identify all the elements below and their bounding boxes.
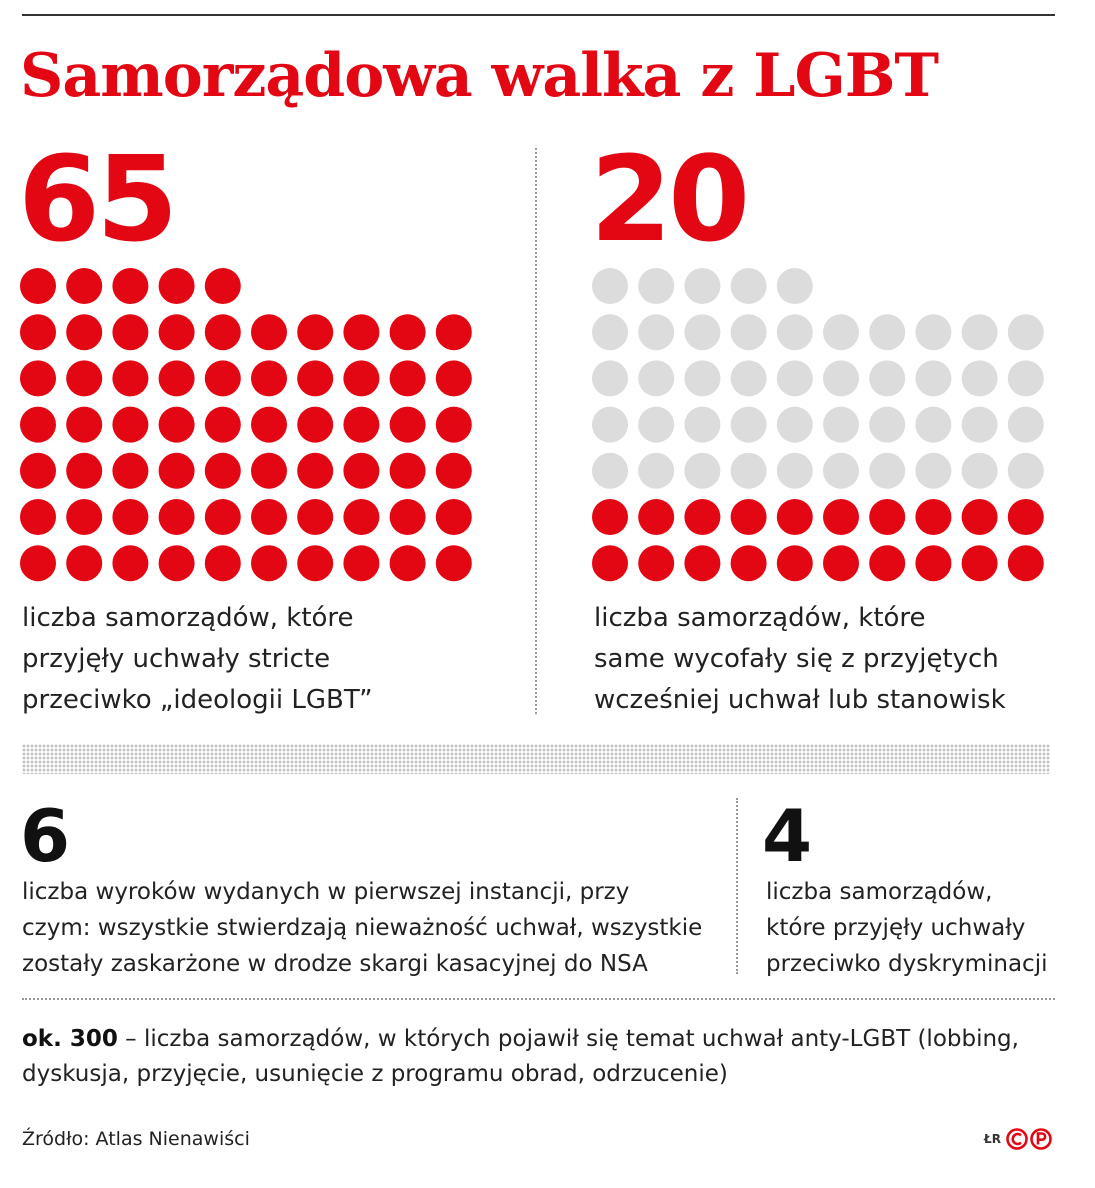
pictogram-dot <box>297 360 333 396</box>
pictogram-dot <box>159 268 195 304</box>
stat-20-value: 20 <box>590 130 747 268</box>
pictogram-dot <box>731 453 767 489</box>
stat-4-description <box>766 874 1047 982</box>
pictogram-dot <box>66 314 102 350</box>
footnote <box>22 1022 1072 1092</box>
pictogram-dot <box>592 453 628 489</box>
stat-4-desc-line-1: liczba samorządów, <box>766 879 993 905</box>
pictogram-dot <box>20 360 56 396</box>
pictogram-dot <box>1008 360 1044 396</box>
stat-6-value: 6 <box>20 794 69 878</box>
pictogram-dot <box>823 453 859 489</box>
pictogram-dot <box>436 453 472 489</box>
pictogram-dot <box>731 360 767 396</box>
pictogram-dot <box>915 453 951 489</box>
stat-65-desc-line-2: przyjęły uchwały stricte <box>22 644 331 674</box>
pictogram-dot <box>684 268 720 304</box>
pictogram-dot <box>390 407 426 443</box>
pictogram-dot <box>390 314 426 350</box>
pictogram-dot <box>436 499 472 535</box>
pictogram-dot <box>390 453 426 489</box>
pictogram-dot <box>251 407 287 443</box>
pictogram-dot <box>205 360 241 396</box>
pictogram-dot <box>684 545 720 581</box>
pictogram-dot <box>66 268 102 304</box>
pictogram-dot <box>638 268 674 304</box>
stat-20-description <box>594 598 1006 721</box>
pictogram-dot <box>297 314 333 350</box>
pictogram-dot <box>731 268 767 304</box>
pictogram-dot <box>66 499 102 535</box>
pictogram-dot <box>112 268 148 304</box>
top-rule <box>22 14 1055 16</box>
pictogram-dot <box>962 407 998 443</box>
pictogram-dot <box>390 360 426 396</box>
pictogram-dot <box>962 453 998 489</box>
stat-4-desc-line-2: które przyjęły uchwały <box>766 915 1026 941</box>
pictogram-dot <box>66 360 102 396</box>
pictogram-dot <box>251 499 287 535</box>
pictogram-dot <box>638 545 674 581</box>
pictogram-dot <box>592 268 628 304</box>
pictogram-dot <box>915 407 951 443</box>
dot-grid-65 <box>18 266 482 590</box>
pictogram-dot <box>205 407 241 443</box>
pictogram-dot <box>1008 499 1044 535</box>
pictogram-dot <box>343 453 379 489</box>
pictogram-dot <box>112 360 148 396</box>
pictogram-dot <box>343 407 379 443</box>
pictogram-dot <box>205 314 241 350</box>
pictogram-dot <box>436 314 472 350</box>
stat-65-desc-line-1: liczba samorządów, które <box>22 603 354 633</box>
pictogram-dot <box>777 453 813 489</box>
pictogram-dot <box>823 314 859 350</box>
pictogram-dot <box>205 499 241 535</box>
pictogram-dot <box>592 499 628 535</box>
stat-6-description <box>22 874 702 982</box>
pictogram-dot <box>436 360 472 396</box>
pictogram-dot <box>112 407 148 443</box>
pictogram-dot <box>869 407 905 443</box>
footnote-bold: ok. 300 <box>22 1026 118 1052</box>
pictogram-dot <box>869 453 905 489</box>
pictogram-dot <box>297 453 333 489</box>
pictogram-dot <box>777 360 813 396</box>
pictogram-dot <box>638 360 674 396</box>
pictogram-dot <box>343 314 379 350</box>
pictogram-dot <box>777 268 813 304</box>
pictogram-dot <box>915 545 951 581</box>
pictogram-dot <box>592 360 628 396</box>
pictogram-dot <box>823 407 859 443</box>
pictogram-dot <box>205 268 241 304</box>
pictogram-dot <box>159 545 195 581</box>
pictogram-dot <box>962 545 998 581</box>
pictogram-dot <box>251 545 287 581</box>
stat-6-desc-line-3: zostały zaskarżone w drodze skargi kasacyjnej do NSA <box>22 951 648 977</box>
pictogram-dot <box>20 268 56 304</box>
pictogram-dot <box>20 453 56 489</box>
pictogram-dot <box>159 314 195 350</box>
stat-65-value: 65 <box>18 130 175 268</box>
pictogram-dot <box>638 314 674 350</box>
pictogram-dot <box>684 407 720 443</box>
pictogram-dot <box>869 360 905 396</box>
pictogram-dot <box>251 314 287 350</box>
pictogram-dot <box>638 499 674 535</box>
pictogram-dot <box>343 360 379 396</box>
pictogram-dot <box>684 314 720 350</box>
pictogram-dot <box>731 407 767 443</box>
footnote-divider <box>22 998 1055 1000</box>
pictogram-dot <box>20 314 56 350</box>
stat-4-value: 4 <box>762 794 811 878</box>
pictogram-dot <box>112 314 148 350</box>
pictogram-dot <box>297 545 333 581</box>
pictogram-dot <box>731 499 767 535</box>
pictogram-dot <box>915 499 951 535</box>
pictogram-dot <box>777 314 813 350</box>
pictogram-dot <box>777 545 813 581</box>
pictogram-dot <box>823 545 859 581</box>
pictogram-dot <box>390 499 426 535</box>
footnote-text: – liczba samorządów, w których pojawił się temat uchwał anty-LGBT (lobbing, dyskusja, przyjęcie, usunięcie z programu obrad, odrzucenie) <box>22 1026 1019 1087</box>
pictogram-dot <box>159 453 195 489</box>
pictogram-dot <box>436 407 472 443</box>
stat-6-desc-line-1: liczba wyroków wydanych w pierwszej instancji, przy <box>22 879 630 905</box>
pictogram-dot <box>684 499 720 535</box>
pictogram-dot <box>390 545 426 581</box>
pictogram-dot <box>112 545 148 581</box>
pictogram-dot <box>592 314 628 350</box>
pictogram-dot <box>962 499 998 535</box>
pictogram-dot <box>297 499 333 535</box>
pictogram-dot <box>962 360 998 396</box>
page-title: Samorządowa walka z LGBT <box>20 41 939 111</box>
pictogram-dot <box>343 545 379 581</box>
stat-20-desc-line-3: wcześniej uchwał lub stanowisk <box>594 685 1006 715</box>
source-note: Źródło: Atlas Nienawiści <box>22 1128 250 1150</box>
dot-grid-20 <box>590 266 1054 590</box>
pictogram-dot <box>112 453 148 489</box>
pictogram-dot <box>251 360 287 396</box>
pictogram-dot <box>915 314 951 350</box>
copyright-logo-icon <box>1006 1127 1054 1151</box>
pictogram-dot <box>869 499 905 535</box>
pictogram-dot <box>684 360 720 396</box>
pictogram-dot <box>777 407 813 443</box>
pictogram-dot <box>20 407 56 443</box>
author-initials: ŁR <box>984 1132 1001 1146</box>
pictogram-dot <box>1008 407 1044 443</box>
pictogram-dot <box>112 499 148 535</box>
pictogram-dot <box>684 453 720 489</box>
pictogram-dot <box>592 407 628 443</box>
pictogram-dot <box>869 545 905 581</box>
pictogram-dot <box>159 407 195 443</box>
pictogram-dot <box>962 314 998 350</box>
stat-20-desc-line-1: liczba samorządów, które <box>594 603 926 633</box>
pictogram-dot <box>66 407 102 443</box>
bottom-column-divider <box>736 798 738 974</box>
pictogram-dot <box>66 453 102 489</box>
stat-4-desc-line-3: przeciwko dyskryminacji <box>766 951 1048 977</box>
pictogram-dot <box>205 545 241 581</box>
pictogram-dot <box>638 407 674 443</box>
pictogram-dot <box>343 499 379 535</box>
pictogram-dot <box>823 360 859 396</box>
pictogram-dot <box>20 499 56 535</box>
pictogram-dot <box>731 314 767 350</box>
pictogram-dot <box>823 499 859 535</box>
pictogram-dot <box>66 545 102 581</box>
pictogram-dot <box>777 499 813 535</box>
stat-20-desc-line-2: same wycofały się z przyjętych <box>594 644 999 674</box>
pictogram-dot <box>1008 545 1044 581</box>
pictogram-dot <box>638 453 674 489</box>
pictogram-dot <box>436 545 472 581</box>
dotted-separator-band <box>22 744 1050 774</box>
stat-65-desc-line-3: przeciwko „ideologii LGBT” <box>22 685 373 715</box>
pictogram-dot <box>205 453 241 489</box>
pictogram-dot <box>869 314 905 350</box>
stat-65-description <box>22 598 373 721</box>
pictogram-dot <box>731 545 767 581</box>
pictogram-dot <box>915 360 951 396</box>
stat-6-desc-line-2: czym: wszystkie stwierdzają nieważność uchwał, wszystkie <box>22 915 703 941</box>
pictogram-dot <box>1008 453 1044 489</box>
pictogram-dot <box>1008 314 1044 350</box>
pictogram-dot <box>297 407 333 443</box>
pictogram-dot <box>251 453 287 489</box>
pictogram-dot <box>592 545 628 581</box>
pictogram-dot <box>20 545 56 581</box>
column-divider <box>535 148 537 714</box>
pictogram-dot <box>159 499 195 535</box>
pictogram-dot <box>159 360 195 396</box>
